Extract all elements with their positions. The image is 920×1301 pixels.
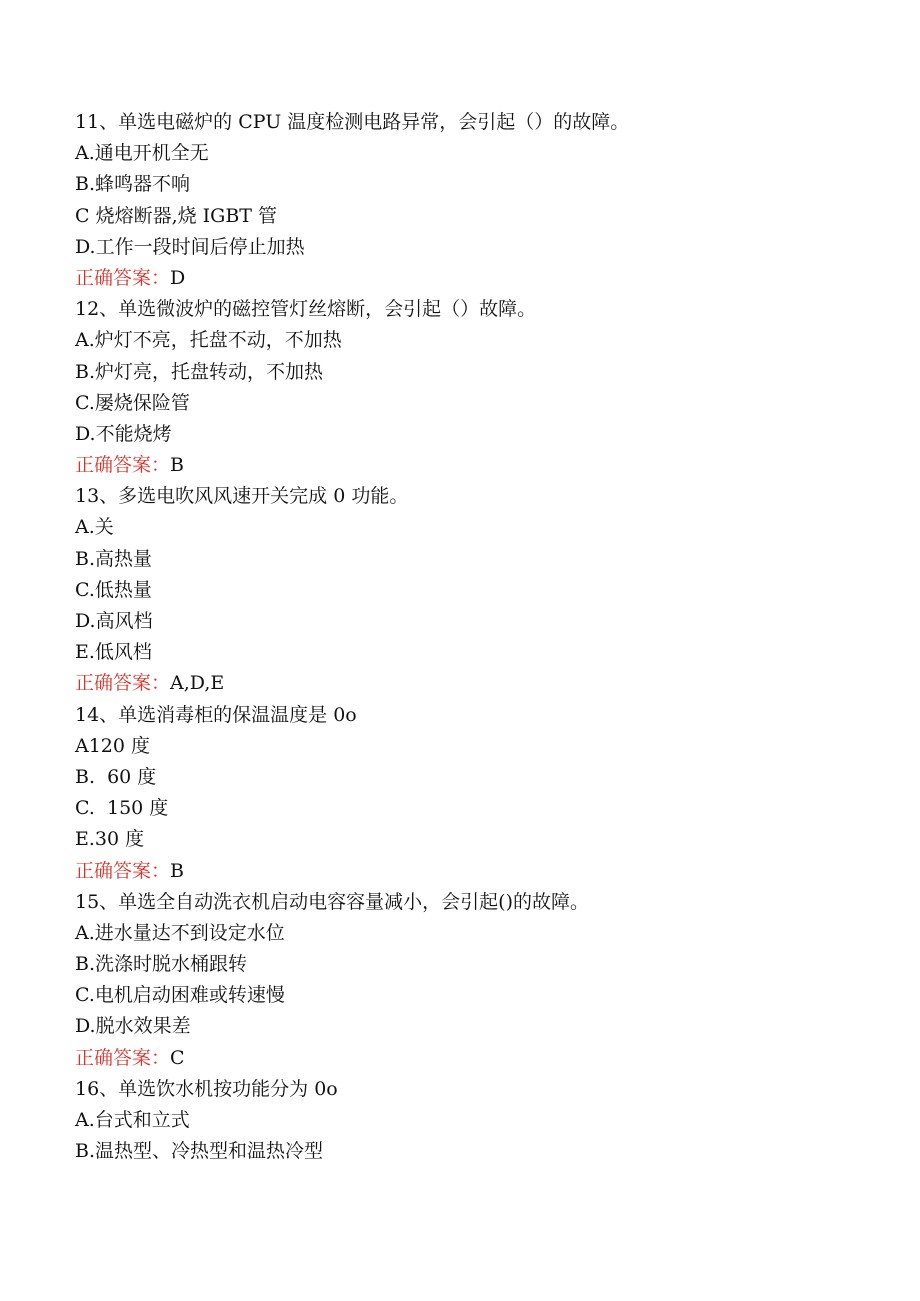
question-15-answer (75, 1043, 920, 1074)
question-12-stem: 12、单选微波炉的磁控管灯丝熔断，会引起（）故障。 (75, 298, 537, 321)
question-15-option-a: A.进水量达不到设定水位 (75, 921, 285, 944)
question-14-option-a: A120 度 (75, 734, 151, 757)
question-14-option-b: B. 60 度 (75, 765, 157, 788)
answer-label: 正确答案： (75, 859, 171, 882)
answer-label: 正确答案： (75, 266, 171, 289)
question-14-option-e: E.30 度 (75, 828, 145, 851)
question-13-stem: 13、多选电吹风风速开关完成 0 功能。 (75, 485, 409, 508)
answer-label: 正确答案： (75, 672, 171, 695)
question-13-answer (75, 668, 920, 699)
answer-value: C (170, 1046, 185, 1069)
answer-value: B (170, 454, 184, 477)
question-15-option-b: B.洗涤时脱水桶跟转 (75, 953, 248, 976)
question-12-answer (75, 450, 920, 481)
question-11-option-c: C 烧熔断器,烧 IGBT 管 (75, 204, 278, 227)
question-13-option-b: B.高热量 (75, 547, 153, 570)
question-11-answer (75, 263, 920, 294)
question-14-option-c: C. 150 度 (75, 797, 169, 820)
question-16-option-a: A.台式和立式 (75, 1109, 190, 1131)
question-12-option-a: A.炉灯不亮，托盘不动，不加热 (75, 329, 342, 352)
question-13-option-a: A.关 (75, 516, 114, 539)
answer-value: A,D,E (170, 672, 225, 695)
question-12-option-d: D.不能烧烤 (75, 422, 172, 445)
question-12-option-c: C.屡烧保险管 (75, 391, 190, 414)
question-16-option-b: B.温热型、冷热型和温热冷型 (75, 1140, 324, 1163)
question-15-option-d: D.脱水效果差 (75, 1015, 191, 1038)
answer-value: B (170, 859, 184, 882)
answer-value: D (170, 266, 186, 289)
question-13-option-e: E.低风档 (75, 641, 152, 664)
question-13-option-d: D.高风档 (75, 610, 153, 632)
answer-label: 正确答案： (75, 454, 171, 477)
question-11-option-a: A.通电开机全无 (75, 142, 209, 165)
question-11-option-b: B.蜂鸣器不响 (75, 173, 191, 196)
answer-label: 正确答案： (75, 1046, 171, 1069)
question-15-option-c: C.电机启动困难或转速慢 (75, 984, 285, 1007)
question-11-option-d: D.工作一段时间后停止加热 (75, 235, 305, 258)
question-12-option-b: B.炉灯亮，托盘转动，不加热 (75, 360, 324, 383)
question-15-stem: 15、单选全自动洗衣机启动电容容量减小，会引起()的故障。 (75, 890, 590, 913)
question-16-stem: 16、单选饮水机按功能分为 0o (75, 1077, 338, 1100)
question-14-stem: 14、单选消毒柜的保温温度是 0o (75, 703, 357, 726)
question-11-stem: 11、单选电磁炉的 CPU 温度检测电路异常，会引起（）的故障。 (75, 111, 630, 133)
question-14-answer (75, 856, 920, 887)
question-13-option-c: C.低热量 (75, 578, 152, 601)
